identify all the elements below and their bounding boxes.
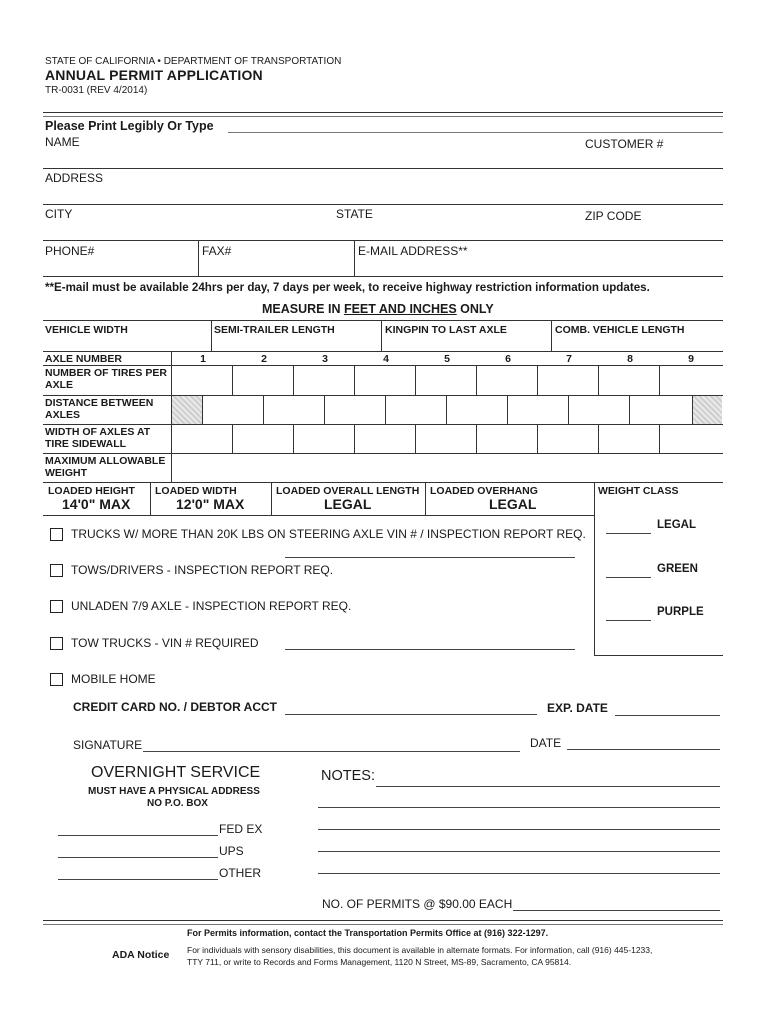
- divider: [324, 395, 325, 424]
- axle-number-4: 4: [383, 353, 389, 365]
- phone-label: PHONE#: [45, 244, 95, 258]
- semi-trailer-length-label: SEMI-TRAILER LENGTH: [214, 324, 335, 336]
- purple-class-line[interactable]: [606, 620, 651, 621]
- width-of-axles-label: WIDTH OF AXLES AT TIRE SIDEWALL: [45, 426, 151, 450]
- mobile-home-label: MOBILE HOME: [71, 672, 156, 686]
- customer-number-label: CUSTOMER #: [585, 137, 664, 151]
- green-class-label: GREEN: [657, 563, 698, 575]
- axle-number-9: 9: [688, 353, 694, 365]
- notes-line-2[interactable]: [318, 807, 720, 808]
- divider: [43, 515, 594, 516]
- loaded-width-label: LOADED WIDTH: [155, 485, 237, 497]
- divider: [43, 482, 723, 483]
- loaded-overhang-value: LEGAL: [489, 496, 537, 512]
- divider: [43, 351, 723, 352]
- date-label: DATE: [530, 736, 562, 750]
- ups-line[interactable]: [58, 857, 218, 858]
- divider: [594, 482, 595, 655]
- divider: [415, 424, 416, 453]
- email-note: **E-mail must be available 24hrs per day, 7 days per week, to receive highway restriction information updates.: [45, 281, 650, 294]
- unladen-axle-label: UNLADEN 7/9 AXLE - INSPECTION REPORT REQ.: [71, 599, 352, 613]
- axle-number-label: AXLE NUMBER: [45, 353, 123, 365]
- divider: [446, 395, 447, 424]
- physical-address-note: MUST HAVE A PHYSICAL ADDRESS: [88, 786, 260, 797]
- notes-label: NOTES:: [321, 768, 375, 784]
- axle-number-3: 3: [322, 353, 328, 365]
- legal-class-line[interactable]: [606, 533, 651, 534]
- form-title: ANNUAL PERMIT APPLICATION: [45, 67, 263, 83]
- axle-number-7: 7: [566, 353, 572, 365]
- unladen-axle-checkbox[interactable]: [50, 600, 63, 613]
- loaded-height-label: LOADED HEIGHT: [48, 485, 135, 497]
- divider: [43, 365, 723, 366]
- ups-label: UPS: [219, 844, 244, 858]
- divider: [425, 482, 426, 515]
- divider: [293, 365, 294, 395]
- divider: [43, 395, 723, 396]
- address-label: ADDRESS: [45, 171, 104, 185]
- divider: [232, 424, 233, 453]
- divider: [598, 424, 599, 453]
- zip-code-label: ZIP CODE: [585, 209, 642, 223]
- steering-axle-checkbox[interactable]: [50, 528, 63, 541]
- divider: [476, 365, 477, 395]
- fax-label: FAX#: [202, 244, 232, 258]
- divider: [551, 320, 552, 351]
- divider: [232, 365, 233, 395]
- divider: [293, 424, 294, 453]
- divider: [659, 365, 660, 395]
- contact-line[interactable]: [43, 276, 723, 277]
- purple-class-label: PURPLE: [657, 606, 704, 618]
- mobile-home-checkbox[interactable]: [50, 673, 63, 686]
- divider: [629, 395, 630, 424]
- ada-notice-line-1: For individuals with sensory disabilities, this document is available in alternate formats. For information, call (916) 445-1233,: [187, 945, 653, 955]
- other-label: OTHER: [219, 866, 261, 880]
- divider: [598, 365, 599, 395]
- state-label: STATE: [336, 207, 373, 221]
- divider: [198, 241, 199, 276]
- footer-divider-2: [43, 924, 723, 925]
- weight-class-label: WEIGHT CLASS: [598, 485, 679, 497]
- print-note: Please Print Legibly Or Type: [45, 119, 214, 133]
- permits-contact: For Permits information, contact the Transportation Permits Office at (916) 322-1297.: [187, 928, 549, 938]
- overnight-service-title: OVERNIGHT SERVICE: [91, 764, 261, 781]
- address-line[interactable]: [43, 204, 723, 205]
- credit-card-label: CREDIT CARD NO. / DEBTOR ACCT: [73, 700, 277, 714]
- footer-divider-1: [43, 920, 723, 921]
- exp-date-line[interactable]: [615, 715, 720, 716]
- comb-vehicle-length-label: COMB. VEHICLE LENGTH: [555, 324, 685, 336]
- no-po-box-note: NO P.O. BOX: [147, 798, 208, 809]
- loaded-overall-length-label: LOADED OVERALL LENGTH: [276, 485, 420, 497]
- ada-notice-line-2: TTY 711, or write to Records and Forms Management, 1120 N Street, MS-89, Sacramento, CA 95814.: [187, 957, 572, 967]
- other-line[interactable]: [58, 879, 218, 880]
- divider: [150, 482, 151, 515]
- axle-number-8: 8: [627, 353, 633, 365]
- tow-trucks-vin-line[interactable]: [285, 649, 575, 650]
- steering-axle-label: TRUCKS W/ MORE THAN 20K LBS ON STEERING AXLE VIN # / INSPECTION REPORT REQ.: [71, 527, 586, 541]
- axle-number-1: 1: [200, 353, 206, 365]
- steering-axle-vin-line[interactable]: [285, 557, 575, 558]
- shaded-cell: [172, 396, 202, 424]
- fedex-line[interactable]: [58, 835, 218, 836]
- axle-number-6: 6: [505, 353, 511, 365]
- loaded-height-value: 14'0" MAX: [62, 496, 131, 512]
- form-number: TR-0031 (REV 4/2014): [45, 85, 148, 96]
- divider: [43, 424, 723, 425]
- axle-number-5: 5: [444, 353, 450, 365]
- number-of-permits-line[interactable]: [513, 910, 720, 911]
- notes-line-4[interactable]: [318, 851, 720, 852]
- divider: [568, 395, 569, 424]
- city-label: CITY: [45, 207, 73, 221]
- divider: [476, 424, 477, 453]
- tows-drivers-checkbox[interactable]: [50, 564, 63, 577]
- notes-line-3[interactable]: [318, 829, 720, 830]
- name-line[interactable]: [43, 168, 723, 169]
- green-class-line[interactable]: [606, 577, 651, 578]
- divider: [537, 365, 538, 395]
- divider: [211, 320, 212, 351]
- loaded-width-value: 12'0" MAX: [176, 496, 245, 512]
- divider: [263, 395, 264, 424]
- divider: [692, 395, 693, 424]
- credit-card-line[interactable]: [285, 714, 537, 715]
- ada-notice-label: ADA Notice: [112, 949, 170, 961]
- distance-between-axles-label: DISTANCE BETWEEN AXLES: [45, 397, 154, 421]
- shaded-cell: [692, 396, 722, 424]
- max-allowable-weight-label: MAXIMUM ALLOWABLE WEIGHT: [45, 455, 166, 479]
- divider: [594, 655, 723, 656]
- divider: [354, 241, 355, 276]
- tow-trucks-label: TOW TRUCKS - VIN # REQUIRED: [71, 636, 259, 650]
- tires-per-axle-label: NUMBER OF TIRES PER AXLE: [45, 367, 167, 391]
- city-line[interactable]: [43, 240, 723, 241]
- fedex-label: FED EX: [219, 822, 263, 836]
- divider: [228, 132, 723, 133]
- divider: [354, 365, 355, 395]
- tows-drivers-label: TOWS/DRIVERS - INSPECTION REPORT REQ.: [71, 563, 334, 577]
- measure-heading: MEASURE IN FEET AND INCHES ONLY: [262, 302, 494, 316]
- loaded-overall-length-value: LEGAL: [324, 496, 372, 512]
- vehicle-width-label: VEHICLE WIDTH: [45, 324, 128, 336]
- divider: [537, 424, 538, 453]
- signature-label: SIGNATURE: [73, 738, 143, 752]
- divider: [415, 365, 416, 395]
- signature-line[interactable]: [143, 751, 520, 752]
- kingpin-label: KINGPIN TO LAST AXLE: [385, 324, 507, 336]
- notes-line-1[interactable]: [376, 786, 720, 787]
- exp-date-label: EXP. DATE: [547, 701, 608, 715]
- divider: [354, 424, 355, 453]
- divider: [385, 395, 386, 424]
- legal-class-label: LEGAL: [657, 519, 696, 531]
- divider: [381, 320, 382, 351]
- header-divider-1: [43, 112, 723, 113]
- divider: [43, 320, 723, 321]
- divider: [202, 395, 203, 424]
- agency-name: STATE OF CALIFORNIA • DEPARTMENT OF TRANSPORTATION: [45, 56, 342, 67]
- axle-number-2: 2: [261, 353, 267, 365]
- divider: [659, 424, 660, 453]
- tow-trucks-checkbox[interactable]: [50, 637, 63, 650]
- divider: [43, 453, 723, 454]
- header-divider-2: [43, 116, 723, 117]
- date-line[interactable]: [567, 749, 720, 750]
- name-label: NAME: [45, 135, 80, 149]
- loaded-overhang-label: LOADED OVERHANG: [430, 485, 538, 497]
- number-of-permits-label: NO. OF PERMITS @ $90.00 EACH: [322, 897, 513, 911]
- email-label: E-MAIL ADDRESS**: [358, 244, 468, 258]
- divider: [271, 482, 272, 515]
- divider: [507, 395, 508, 424]
- notes-line-5[interactable]: [318, 873, 720, 874]
